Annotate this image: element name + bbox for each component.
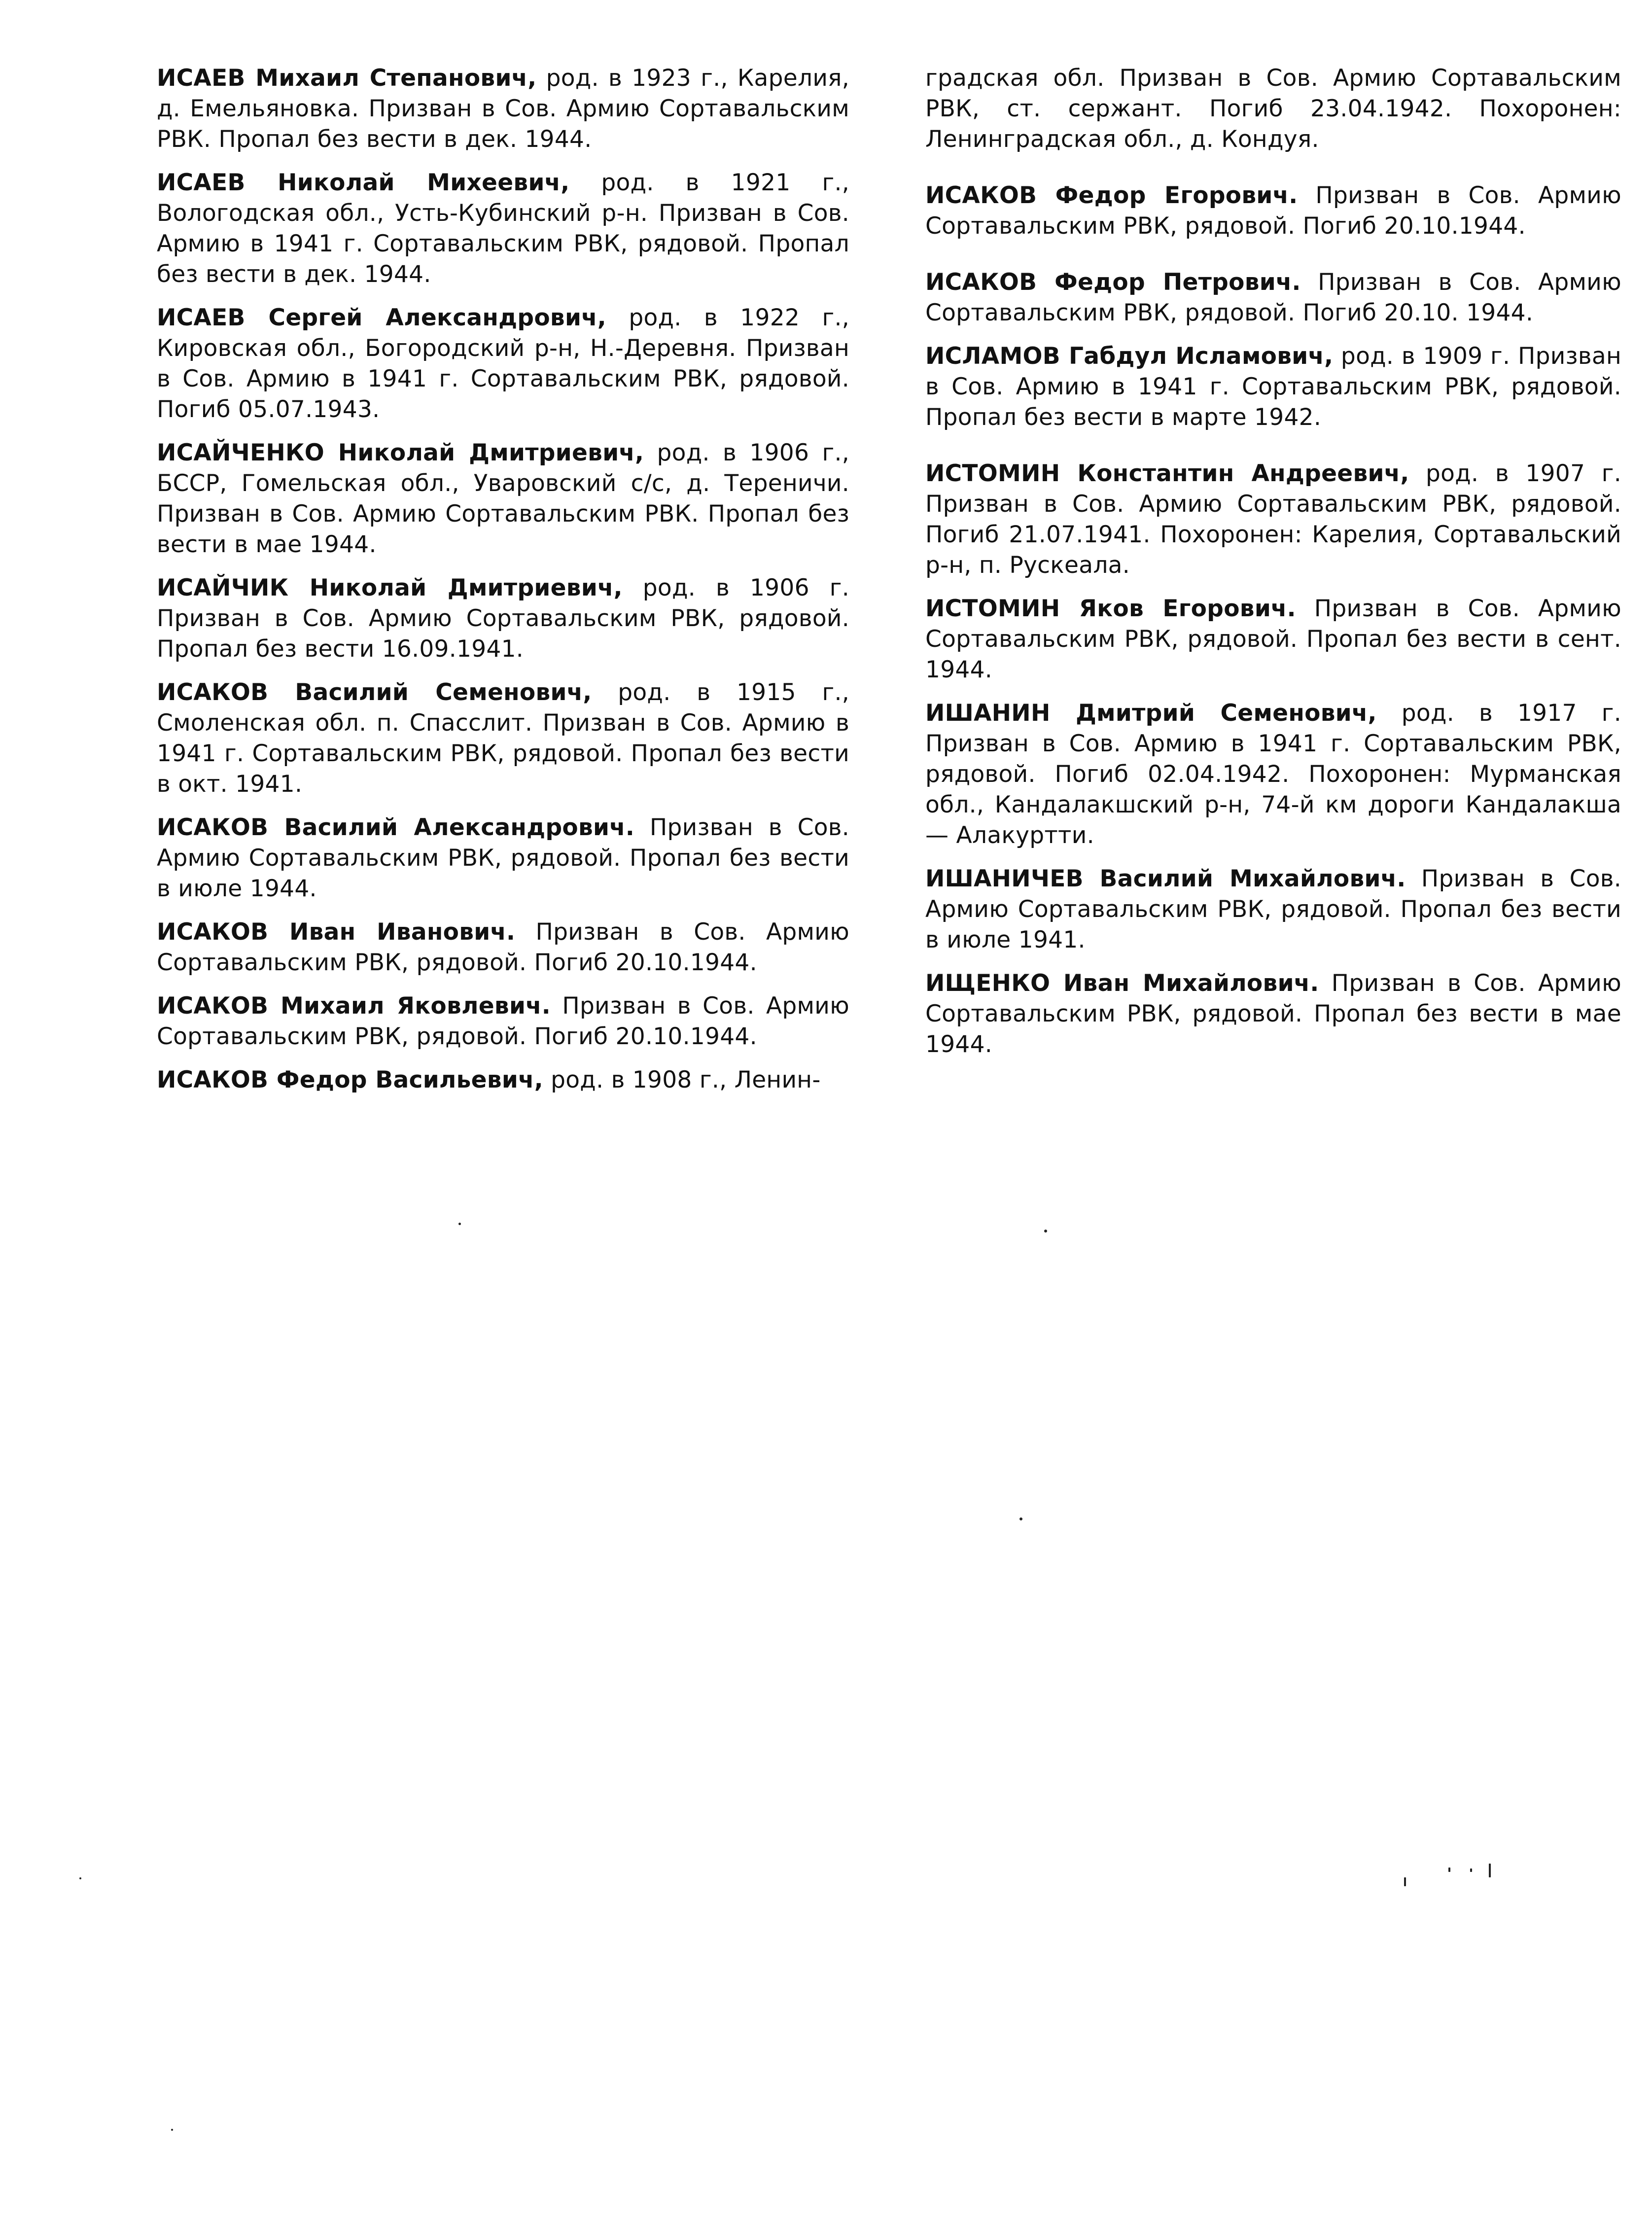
entry-text: род. в 1907 г. Призван в Сов. Армию Сортавальским РВК, рядовой. Погиб 21.07.1941. Похоронен: Карелия, Сортавальский р-н, п. Рускеала. [925,460,1621,579]
entry-text: Призван в Сов. Армию Сортавальским РВК, рядовой. Пропал без вести в мае 1944. [925,970,1621,1058]
list-item [925,968,1621,1060]
list-item [925,180,1621,242]
left-column [157,63,849,1108]
right-column [925,63,1621,1073]
list-item [157,63,849,155]
scan-speck [1404,1877,1406,1886]
scan-speck [171,2129,173,2131]
entry-text: Призван в Сов. Армию Сортавальским РВК, рядовой. Погиб 20.10.1944. [157,992,849,1050]
list-item [157,677,849,800]
list-item [925,341,1621,433]
list-item [157,573,849,665]
entry-name: ИШАНИЧЕВ Василий Михайлович. [925,865,1406,892]
list-item [925,267,1621,328]
entry-text: род. в 1923 г., Карелия, д. Емельяновка. Призван в Сов. Армию Сортавальским РВК. Пропал без вести в дек. 1944. [157,65,849,153]
entry-text: род. в 1921 г., Вологодская обл., Усть-Кубинский р-н. Призван в Сов. Армию в 1941 г. Сортавальским РВК, рядовой. Пропал без вести в дек. 1944. [157,169,849,288]
list-item [925,594,1621,685]
list-item [157,1065,849,1095]
entry-text: Призван в Сов. Армию Сортавальским РВК, рядовой. Погиб 20.10.1944. [157,918,849,976]
list-item [925,864,1621,955]
list-item [925,698,1621,851]
entry-text: род. в 1917 г. Призван в Сов. Армию в 1941 г. Сортавальским РВК, рядовой. Погиб 02.04.1942. Похоронен: Мурманская обл., Кандалакшский р-н, 74-й км дороги Кандалакша — Алакуртти. [925,700,1622,849]
entry-name: ИСАКОВ Федор Петрович. [925,269,1301,296]
list-item [157,917,849,978]
entry-name: ИСАЙЧЕНКО Николай Дмитриевич, [157,439,644,466]
entry-name: ИЩЕНКО Иван Михайлович. [925,970,1319,997]
entry-name: ИСТОМИН Константин Андреевич, [925,460,1409,487]
scan-speck [1448,1868,1450,1872]
scan-speck [458,1223,461,1225]
list-item [157,303,849,425]
entry-text: Призван в Сов. Армию Сортавальским РВК, рядовой. Погиб 20.10.1944. [925,182,1622,240]
entry-name: ИСАЕВ Сергей Александрович, [157,304,606,331]
list-item [157,168,849,290]
entry-name: ИСАКОВ Федор Егорович. [925,182,1298,209]
entry-text: род. в 1915 г., Смоленская обл. п. Спасслит. Призван в Сов. Армию в 1941 г. Сортавальским РВК, рядовой. Пропал без вести в окт. 1941. [157,679,849,798]
entry-name: ИСАКОВ Василий Семенович, [157,679,592,706]
list-item [157,812,849,904]
entry-text: градская обл. Призван в Сов. Армию Сортавальским РВК, ст. сержант. Погиб 23.04.1942. Похоронен: Ленинградская обл., д. Кондуя. [925,65,1621,153]
entry-name: ИСАЕВ Михаил Степанович, [157,65,537,92]
entry-text: Призван в Сов. Армию Сортавальским РВК, рядовой. Погиб 20.10. 1944. [925,269,1622,326]
scan-speck [1470,1868,1472,1872]
scan-speck [1019,1517,1022,1520]
entry-text: род. в 1906 г. Призван в Сов. Армию Сортавальским РВК, рядовой. Пропал без вести 16.09.1941. [157,574,850,663]
entry-name: ИСАКОВ Иван Иванович. [157,918,516,946]
entry-name: ИСАКОВ Федор Васильевич, [157,1066,543,1093]
entry-text: род. в 1908 г., Ленин- [543,1066,821,1093]
list-item [925,458,1621,581]
entry-name: ИСТОМИН Яков Егорович. [925,595,1296,622]
list-item [157,438,849,560]
entry-name: ИСАКОВ Михаил Яковлевич. [157,992,551,1020]
entry-text: род. в 1922 г., Кировская обл., Богородский р-н, Н.-Деревня. Призван в Сов. Армию в 1941 г. Сортавальским РВК, рядовой. Погиб 05.07.1943. [157,304,849,423]
entry-text: род. в 1906 г., БССР, Гомельская обл., Уваровский с/с, д. Тереничи. Призван в Сов. Армию Сортавальским РВК. Пропал без вести в мае 1944. [157,439,849,558]
entry-name: ИСЛАМОВ Габдул Исламович, [925,343,1334,370]
scan-speck [1489,1864,1491,1877]
list-item [157,991,849,1052]
entry-name: ИСАЕВ Николай Михеевич, [157,169,570,196]
entry-name: ИШАНИН Дмитрий Семенович, [925,700,1377,727]
entry-text: Призван в Сов. Армию Сортавальским РВК, рядовой. Пропал без вести в июле 1941. [925,865,1621,953]
list-item-continuation [925,63,1621,155]
entry-text: Призван в Сов. Армию Сортавальским РВК, рядовой. Пропал без вести в июле 1944. [157,814,849,902]
entry-text: род. в 1909 г. Призван в Сов. Армию в 1941 г. Сортавальским РВК, рядовой. Пропал без вести в марте 1942. [925,343,1621,431]
scan-speck [1044,1230,1047,1233]
entry-name: ИСАЙЧИК Николай Дмитриевич, [157,574,623,601]
entry-name: ИСАКОВ Василий Александрович. [157,814,634,841]
scan-speck [79,1877,81,1879]
entry-text: Призван в Сов. Армию Сортавальским РВК, рядовой. Пропал без вести в сент. 1944. [925,595,1621,683]
